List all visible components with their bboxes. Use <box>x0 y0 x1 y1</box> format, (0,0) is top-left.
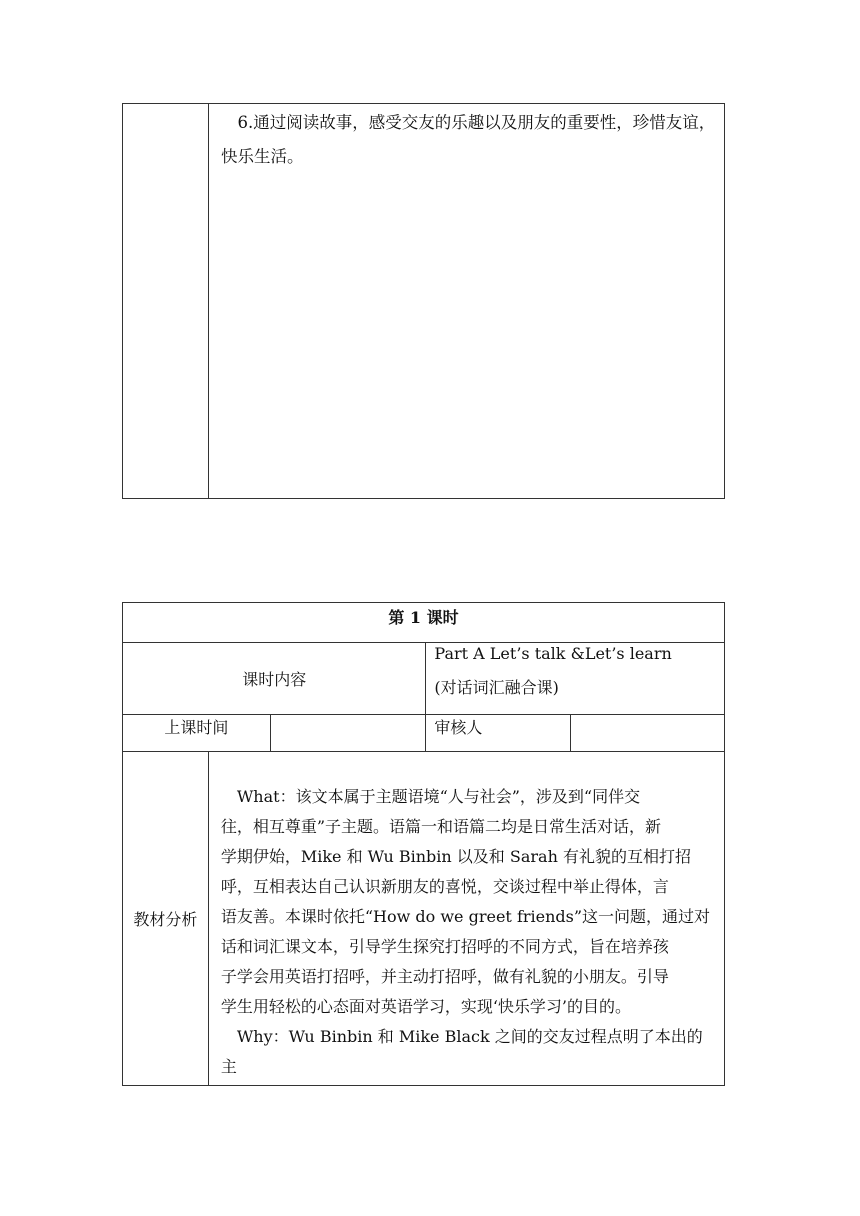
analysis-content <box>208 752 724 1086</box>
time-value <box>270 715 426 752</box>
reviewer-label: 审核人 <box>426 715 571 752</box>
content-line-2: (对话词汇融合课) <box>434 678 559 697</box>
reviewer-value <box>571 715 725 752</box>
analysis-line: 子学会用英语打招呼，并主动打招呼，做有礼貌的小朋友。引导 <box>220 967 669 986</box>
content-line-1: Part A Let’s talk &Let’s learn <box>434 644 672 663</box>
goals-content-cell <box>209 104 725 499</box>
analysis-line: 学期伊始，Mike 和 Wu Binbin 以及和 Sarah 有礼貌的互相打招 <box>220 847 691 866</box>
analysis-line: 语友善。本课时依托“How do we greet friends”这一问题，通过对 <box>220 907 711 926</box>
analysis-line: 往，相互尊重”子主题。语篇一和语篇二均是日常生活对话，新 <box>220 817 662 836</box>
goal-item-6: 6.通过阅读故事，感受交友的乐趣以及朋友的重要性，珍惜友谊，快乐生活。 <box>221 113 716 166</box>
goals-table-continuation <box>122 103 725 499</box>
analysis-label: 教材分析 <box>123 752 209 1086</box>
goals-label-cell <box>123 104 209 499</box>
analysis-line: 呼，互相表达自己认识新朋友的喜悦，交谈过程中举止得体，言 <box>220 877 669 896</box>
lesson-title: 第 1 课时 <box>123 603 725 643</box>
analysis-line: What：该文本属于主题语境“人与社会”，涉及到“同伴交 <box>236 787 641 806</box>
analysis-line: 话和词汇课文本，引导学生探究打招呼的不同方式，旨在培养孩 <box>220 937 669 956</box>
analysis-line: Why：Wu Binbin 和 Mike Black 之间的交友过程点明了本出的主 <box>220 1027 703 1076</box>
lesson-table <box>122 602 725 1086</box>
content-value <box>426 643 725 715</box>
content-label: 课时内容 <box>123 643 426 715</box>
analysis-line: 学生用轻松的心态面对英语学习，实现‘快乐学习’的目的。 <box>220 997 632 1016</box>
time-label: 上课时间 <box>123 715 271 752</box>
